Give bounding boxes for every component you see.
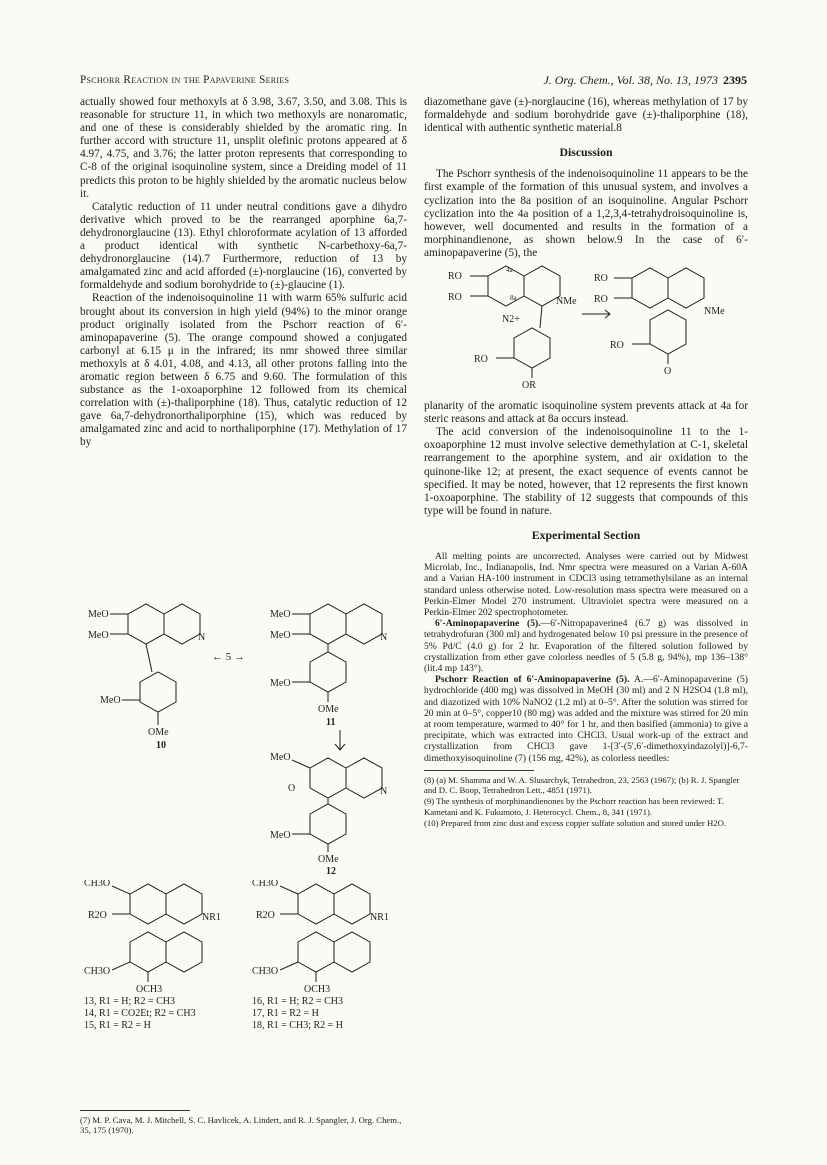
label-ch3o: CH3O — [84, 966, 111, 977]
label-4a: 4a — [506, 266, 513, 275]
right-footnotes — [424, 775, 748, 828]
footnote-8: (8) (a) M. Shamma and W. A. Slusarchyk, Tetrahedron, 23, 2563 (1967); (b) R. J. Spangler and D. C. Boop, Tetrahedron Lett., 4851 (1971). — [424, 774, 740, 796]
experimental-paragraph-3 — [424, 674, 748, 764]
legend-17: 17, R1 = R2 = H — [252, 1008, 319, 1019]
label-meo: MeO — [270, 830, 291, 841]
label-r2o: R2O — [88, 910, 107, 921]
label-8a: 8a — [510, 294, 517, 303]
footnote-rule — [80, 1110, 190, 1111]
right-paragraph-2: The Pschorr synthesis of the indenoisoquinoline 11 appears to be the first example of the formation of this unusual system, and involves a cyclization into the 8a position of an isoquinoline. Angular Pschorr cyclization into the 4a position of a 1,2,3,4-tetrahydroisoquinoline is, however, well documented and results in the formation of a morphinandienone, as shown below.9 In the case of 6′-aminopapaverine (5), the — [424, 168, 748, 259]
experimental-body — [424, 551, 748, 764]
legend-15: 15, R1 = R2 = H — [84, 1020, 151, 1030]
label-n: N — [380, 786, 388, 797]
footnote-7: (7) M. P. Cava, M. J. Mitchell, S. C. Havlicek, A. Lindert, and R. J. Spangler, J. Org. Chem., 35, 175 (1970). — [80, 1115, 402, 1136]
right-paragraph-3: planarity of the aromatic isoquinoline system prevents attack at 4a for steric reasons and attack at 8a occurs instead. — [424, 400, 748, 426]
right-paragraph-4: The acid conversion of the indenoisoquinoline 11 to the 1-oxoaporphine 12 must involve selective demethylation at C-1, skeletal rearrangement to the aporphine system, and air oxidation to the quinone-like 12; at present, the exact sequence of events cannot be specified. It may be noted, however, that 12 represents the first known 1-oxoaporphine. The stability of 12 suggests that compounds of this type will be found in nature. — [424, 426, 748, 517]
discussion-heading: Discussion — [559, 145, 613, 160]
legend-16: 16, R1 = H; R2 = CH3 — [252, 996, 344, 1007]
experimental-2-heading: 6′-Aminopapaverine (5). — [435, 618, 541, 630]
scheme-compounds-10-11-12 — [80, 600, 410, 880]
compound-number-11: 11 — [326, 717, 336, 728]
scheme-morphinandienone — [424, 264, 748, 396]
label-ro: RO — [448, 271, 462, 283]
label-och3: OCH3 — [304, 984, 331, 995]
label-ro: RO — [610, 340, 624, 352]
label-ro: RO — [474, 354, 488, 366]
label-meo: MeO — [88, 630, 109, 641]
experimental-paragraph-1: All melting points are uncorrected. Analyses were carried out by Midwest Microlab, Inc., Indianapolis, Ind. Nmr spectra were measured on a Varian A-60A and a Varian HA-100 instrument in CDCl3 using tetramethylsilane as an internal standard unless otherwise noted. Low-resolution mass spectra were measured on a Perkin-Elmer Model 270 instrument. Ultraviolet spectra were measured on a Perkin-Elmer 202 spectrophotometer. — [424, 550, 748, 618]
legend-14: 14, R1 = CO2Et; R2 = CH3 — [84, 1008, 196, 1019]
experimental-3-text: A.—6′-Aminopapaverine (5) hydrochloride (400 mg) was dissolved in MeOH (30 ml) and 2 N H2SO4 (1.8 ml), and diazotized with 10% NaNO2 (1.2 ml) at 0–5°. After the solution was stirred for 20 min at 0–5°, copper10 (80 mg) was added and the mixture was stirred for 20 min at room temperature, warmed to 40° for 1 hr, and then basified (ammonia) to give a precipitate, which was extracted into CHCl3. Usual work-up of the extract and crystallization from CHCl3 gave 1-[3′-(5′,6′-dimethoxyindazolyl)]-6,7-dimethoxyisoquinoline (7) (156 mg, 42%), as colorless needles: — [424, 674, 748, 764]
experimental-paragraph-2 — [424, 618, 748, 674]
label-meo: MeO — [270, 630, 291, 641]
running-head-title — [80, 74, 289, 86]
label-or: OR — [522, 380, 536, 392]
experimental-2-text: —6′-Nitropapaverine4 (6.7 g) was dissolved in tetrahydrofuran (300 ml) and hydrogenated below 10 psi pressure in the presence of 5% Pd/C (4.0 g) for 2 hr. Evaporation of the filtered solution followed by crystallization from ether gave colorless needles of 5 (5.8 g, 94%), mp 136–138° (lit.4 mp 143°). — [424, 618, 748, 674]
experimental-heading: Experimental Section — [531, 527, 641, 542]
compound-number-10: 10 — [156, 740, 166, 751]
running-head-journal — [543, 73, 747, 88]
label-meo: MeO — [100, 695, 121, 706]
legend-18: 18, R1 = CH3; R2 = H — [252, 1020, 344, 1030]
label-ome: OMe — [318, 704, 339, 715]
label-ro: RO — [594, 273, 608, 285]
footnote-rule — [424, 770, 534, 771]
label-ch3o: CH3O — [252, 966, 279, 977]
running-head-text: Pschorr Reaction in the Papaverine Series — [80, 74, 290, 86]
label-meo: MeO — [270, 752, 291, 763]
legend-13: 13, R1 = H; R2 = CH3 — [84, 996, 176, 1007]
label-n2: N2+ — [502, 314, 520, 326]
label-ch3o: CH3O — [84, 880, 111, 889]
label-och3: OCH3 — [136, 984, 163, 995]
left-paragraph-3: Reaction of the indenoisoquinoline 11 with warm 65% sulfuric acid brought about its conversion in high yield (94%) to the minor orange product originally isolated from the Pschorr reaction of 6′-aminopapaverine (5). The orange compound showed a conjugated carbonyl at 6.15 μ in the infrared; its nmr showed three similar methoxyls at δ 4.01, 4.08, and 4.13, all other protons falling into the aromatic region between δ 6.75 and 9.60. The formulation of this substance as the 1-oxoaporphine 12 followed from its chemical correlation with (±)-thaliporphine (18). Thus, catalytic reduction of 12 gave 6a,7-dehydronorthaliporphine (15), which was reduced by amalgamated zinc and acid to northaliporphine (17). Methylation of 17 by — [80, 292, 407, 449]
journal-citation: J. Org. Chem., Vol. 38, No. 13, 1973 — [543, 73, 718, 87]
left-paragraph-1: actually showed four methoxyls at δ 3.98, 3.67, 3.50, and 3.08. This is reasonable for structure 11, in which two methoxyls are nonaromatic, and one of these is considerably shielded by the aromatic ring. In further accord with structure 11, unsplit olefinic protons appeared at δ 4.97, 4.75, and 3.76; the latter proton represents that corresponding to C-8 of the original isoquinoline system, since a Dreiding model of 11 predicts this proton to be highly shielded by the aromatic nucleus below it. — [80, 96, 407, 200]
label-ch3o: CH3O — [252, 880, 279, 889]
compound-number-12: 12 — [326, 866, 336, 877]
label-nr1: NR1 — [370, 912, 389, 923]
footnote-list — [80, 1115, 407, 1136]
label-meo: MeO — [270, 609, 291, 620]
label-meo: MeO — [270, 678, 291, 689]
page-number: 2395 — [723, 73, 747, 87]
footnote-10: (10) Prepared from zinc dust and excess copper sulfate solution and stored under H2O. — [424, 818, 727, 829]
label-nme: NMe — [704, 306, 725, 318]
experimental-3-heading: Pschorr Reaction of 6′-Aminopapaverine (5). — [435, 674, 630, 686]
label-ro: RO — [448, 292, 462, 304]
arrow-5: ← 5 → — [212, 651, 245, 663]
left-paragraph-2: Catalytic reduction of 11 under neutral conditions gave a dihydro derivative which proved to be the rearranged aporphine 6a,7-dehydronorglaucine (13). Ethyl chloroformate acylation of 13 afforded a product identical with synthetic N-carbethoxy-6a,7-dehydronorglaucine (14).7 Furthermore, reduction of 13 by amalgamated zinc and acid afforded (±)-norglaucine (16), converted by formaldehyde and sodium borohydride to (±)-glaucine (1). — [80, 200, 407, 292]
footnote-9: (9) The synthesis of morphinandienones by the Pschorr reaction has been reviewed: T. Kametani and K. Fukumoto, J. Heterocycl. Chem., 8, 341 (1971). — [424, 796, 724, 817]
label-o: O — [288, 783, 296, 794]
left-footnotes — [80, 1104, 407, 1137]
left-column — [80, 96, 407, 450]
label-r2o: R2O — [256, 910, 275, 921]
label-o: O — [664, 366, 672, 378]
label-ome: OMe — [148, 727, 169, 738]
right-column — [424, 96, 748, 829]
label-n: N — [380, 632, 388, 643]
label-nr1: NR1 — [202, 912, 221, 923]
right-paragraph-1: diazomethane gave (±)-norglaucine (16), whereas methylation of 17 by formaldehyde and sodium borohydride gave (±)-thaliporphine (18), identical with authentic synthetic material.8 — [424, 96, 748, 135]
label-n: N — [198, 632, 206, 643]
label-nme: NMe — [556, 296, 577, 308]
label-ome: OMe — [318, 854, 339, 865]
label-ro: RO — [594, 294, 608, 306]
scheme-aporphines — [80, 880, 410, 1030]
label-meo: MeO — [88, 609, 109, 620]
